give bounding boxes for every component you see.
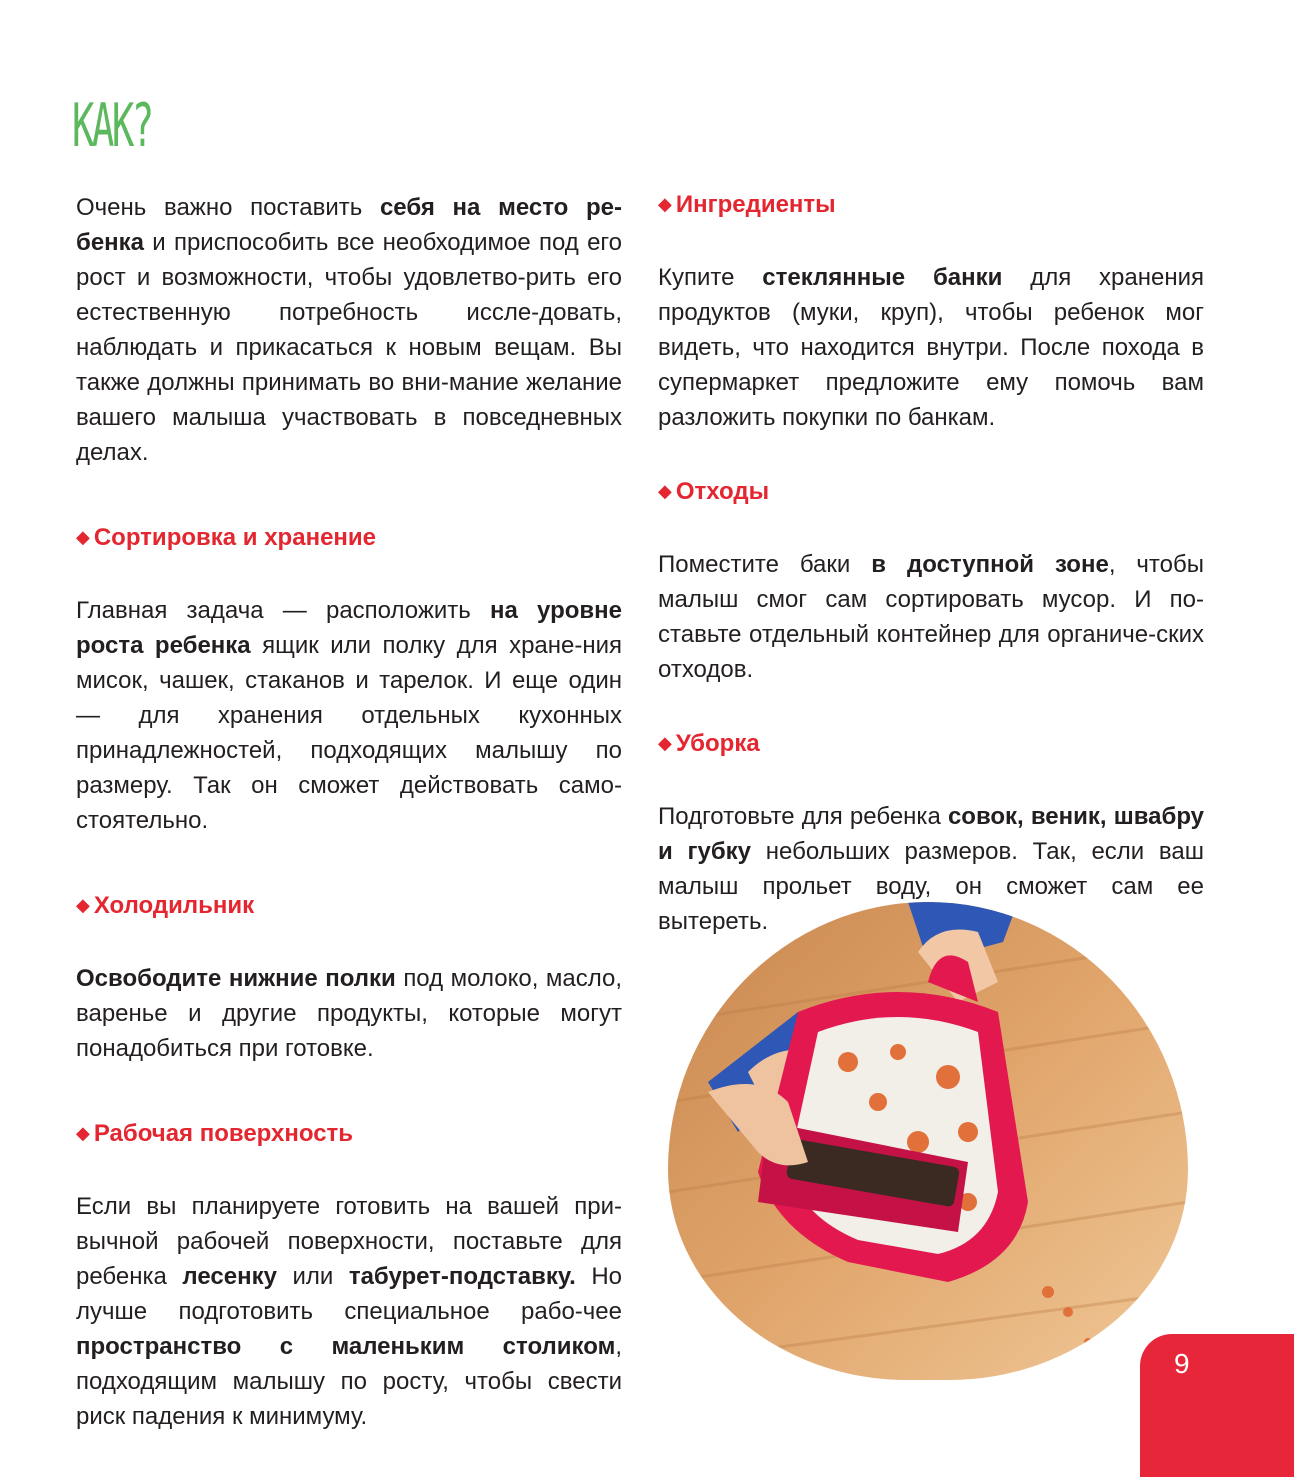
- worksurface-heading: ◆ Рабочая поверхность: [76, 1120, 354, 1147]
- diamond-bullet-icon: ◆: [658, 733, 672, 753]
- diamond-bullet-icon: ◆: [658, 194, 672, 214]
- ingredients-paragraph: Купите стеклянные банки для хранения продуктов (муки, круп), чтобы ребенок мог видеть, что находится внутри. После похода в супермаркет предложите ему помочь вам разложить покупки по банкам.: [658, 264, 1204, 431]
- fridge-paragraph: Освободите нижние полки под молоко, масло, варенье и другие продукты, которые могут понадобиться при готовке.: [76, 965, 623, 1062]
- page-number-tab: [1140, 1334, 1294, 1477]
- left-column: [76, 190, 622, 1434]
- diamond-bullet-icon: ◆: [76, 895, 90, 915]
- dustpan-illustration: [668, 902, 1188, 1380]
- page-number: 9: [1174, 1348, 1190, 1379]
- cleaning-paragraph: Подготовьте для ребенка совок, веник, швабру и губку небольших размеров. Так, если ваш малыш прольет воду, он сможет сам ее вытереть.: [658, 803, 1205, 935]
- diamond-bullet-icon: ◆: [658, 481, 672, 501]
- diamond-bullet-icon: ◆: [76, 527, 90, 547]
- right-column: [658, 190, 1204, 939]
- ingredients-heading: ◆ Ингредиенты: [658, 191, 836, 218]
- diamond-bullet-icon: ◆: [76, 1123, 90, 1143]
- intro-paragraph: Очень важно поставить себя на место ре-бенка и приспособить все необходимое под его рост и возможности, чтобы удовлетво-рить его естественную потребность иссле-довать, наблюдать и прикасаться к новым вещам. Вы также должны принимать во вни-мание желание вашего малыша участвовать в повседневных делах.: [76, 194, 622, 466]
- fridge-heading: ◆ Холодильник: [76, 892, 255, 919]
- page-title: КАК?: [72, 91, 152, 161]
- waste-heading: ◆ Отходы: [658, 478, 770, 505]
- sorting-heading: ◆ Сортировка и хранение: [76, 524, 377, 551]
- waste-paragraph: Поместите баки в доступной зоне, чтобы малыш смог сам сортировать мусор. И по-ставьте отдельный контейнер для органиче-ских отходов.: [658, 551, 1205, 683]
- dustpan-photo: [668, 902, 1188, 1380]
- cleaning-heading: ◆ Уборка: [658, 730, 760, 757]
- sorting-paragraph: Главная задача — расположить на уровне роста ребенка ящик или полку для хране-ния мисок, чашек, стаканов и тарелок. И еще один — для хранения отдельных кухонных принадлежностей, подходящих малышу по размеру. Так он сможет действовать само-стоятельно.: [76, 597, 623, 834]
- worksurface-paragraph: Если вы планируете готовить на вашей при-вычной рабочей поверхности, поставьте для ребенка лесенку или табурет-подставку. Но лучше подготовить специальное рабо-чее пространство с маленьким столиком, подходящим малышу по росту, чтобы свести риск падения к минимуму.: [76, 1193, 623, 1430]
